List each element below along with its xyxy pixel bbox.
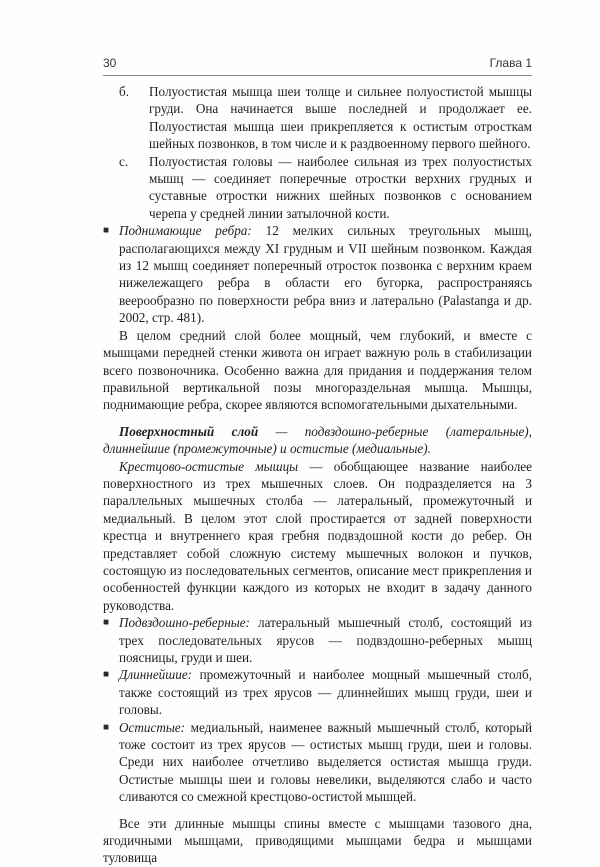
chapter-title: Глава 1 xyxy=(489,56,532,70)
header-rule xyxy=(103,75,532,76)
bullet-term: Подвздошно-реберные: xyxy=(119,615,250,631)
bullet-item-levatores-costarum xyxy=(103,222,532,326)
bullet-body: промежуточный и наиболее мощный мышечный столб, также состоящий из трех ярусов — длиннейших мышц груди, шеи и головы. xyxy=(119,667,532,718)
paragraph-final: Все эти длинные мышцы спины вместе с мышцами тазового дна, ягодичными мышцами, приводящими мышцами бедра и мышцами туловища xyxy=(103,815,532,866)
bullet-text xyxy=(119,222,532,326)
bullet-body: латеральный мышечный столб, состоящий из трех последовательных ярусов — подвздошно-реберных мышц поясницы, груди и шеи. xyxy=(119,615,532,665)
bullet-term: Поднимающие ребра: xyxy=(119,223,252,239)
bullet-body: медиальный, наименее важный мышечный столб, который тоже состоит из трех ярусов — остистых мышц груди, шеи и головы. Среди них наиболее отчетливо выделяется остистая мышца груди. Остистые мышцы шеи и головы невелики, выделяются слабо и часто сливаются со смежной крестцово-остистой мышцей. xyxy=(119,719,532,805)
list-item-semispinalis-capitis xyxy=(119,153,532,223)
bullet-term: Остистые: xyxy=(119,719,186,735)
list-item-text: Полуостистая головы — наиболее сильная из трех полуостистых мышц — соединяет поперечные отростки верхних грудных и суставные отростки нижних шейных позвонков с основанием черепа у средней линии затылочной кости. xyxy=(149,153,532,221)
running-header xyxy=(103,56,532,74)
section-heading-superficial-layer xyxy=(103,423,532,458)
bullet-body: 12 мелких сильных треугольных мышц, располагающихся между XI грудным и VII шейным позвонком. Каждая из 12 мышц соединяет поперечный отросток позвонка с верхним краем нижележащего ребра в области его бугорка, распространяясь веерообразно по поверхности ребра вниз и латерально (Palastanga и др. 2002, стр. 481). xyxy=(119,223,533,326)
square-bullet-icon: ■ xyxy=(103,721,110,733)
paragraph-middle-layer: В целом средний слой более мощный, чем глубокий, и вместе с мышцами передней стенки живота он играет важную роль в стабилизации всего позвоночника. Особенно важна для придания и поддержания телом правильной вертикальной позы многораздельная мышца. Мышцы, поднимающие ребра, скорее являются вспомогательными дыхательными. xyxy=(103,327,532,413)
bullet-term: Длиннейшие: xyxy=(119,667,193,683)
paragraph-body: — обобщающее название наиболее поверхностного из трех мышечных слоев. Он подразделяется на 3 параллельных мышечных столба — латеральный, промежуточный и медиальный. В целом этот слой простирается от задней поверхности крестца и внутреннего края гребня подвздошной кости до ребер. Он представляет собой сложную систему мышечных волокон и пучков, состоящую из последовательных сегментов, описание мест прикрепления и особенностей функции каждого из которых не входит в задачу данного руководства. xyxy=(103,458,532,613)
bullet-item-longissimus xyxy=(103,666,532,718)
list-marker: c. xyxy=(119,153,129,169)
bullet-text xyxy=(119,719,532,806)
square-bullet-icon: ■ xyxy=(103,617,110,629)
page-number: 30 xyxy=(103,56,117,70)
list-item-text: Полуостистая мышца шеи толще и сильнее полуостистой мышцы груди. Она начинается выше последней и продолжает ее. Полуостистая мышца шеи прикрепляется к остистым отросткам шейных позвонков, в том числе и к раздвоенному первого шейного. xyxy=(149,84,532,152)
bullet-text xyxy=(119,666,532,718)
square-bullet-icon: ■ xyxy=(103,225,110,237)
bullet-item-spinalis xyxy=(103,719,532,806)
square-bullet-icon: ■ xyxy=(103,669,110,681)
section-subtitle: — подвздошно-реберные (латеральные), длиннейшие (промежуточные) и остистые (медиальные). xyxy=(103,423,532,457)
section-title: Поверхностный слой xyxy=(119,423,259,439)
bullet-text xyxy=(119,614,532,666)
paragraph-erector-spinae xyxy=(103,458,532,615)
paragraph-term: Крестцово-остистые мышцы xyxy=(119,458,299,474)
page-body xyxy=(103,83,532,867)
list-marker: б. xyxy=(119,84,130,99)
list-item-semispinalis-cervicis xyxy=(119,83,532,153)
bullet-item-iliocostalis xyxy=(103,614,532,666)
